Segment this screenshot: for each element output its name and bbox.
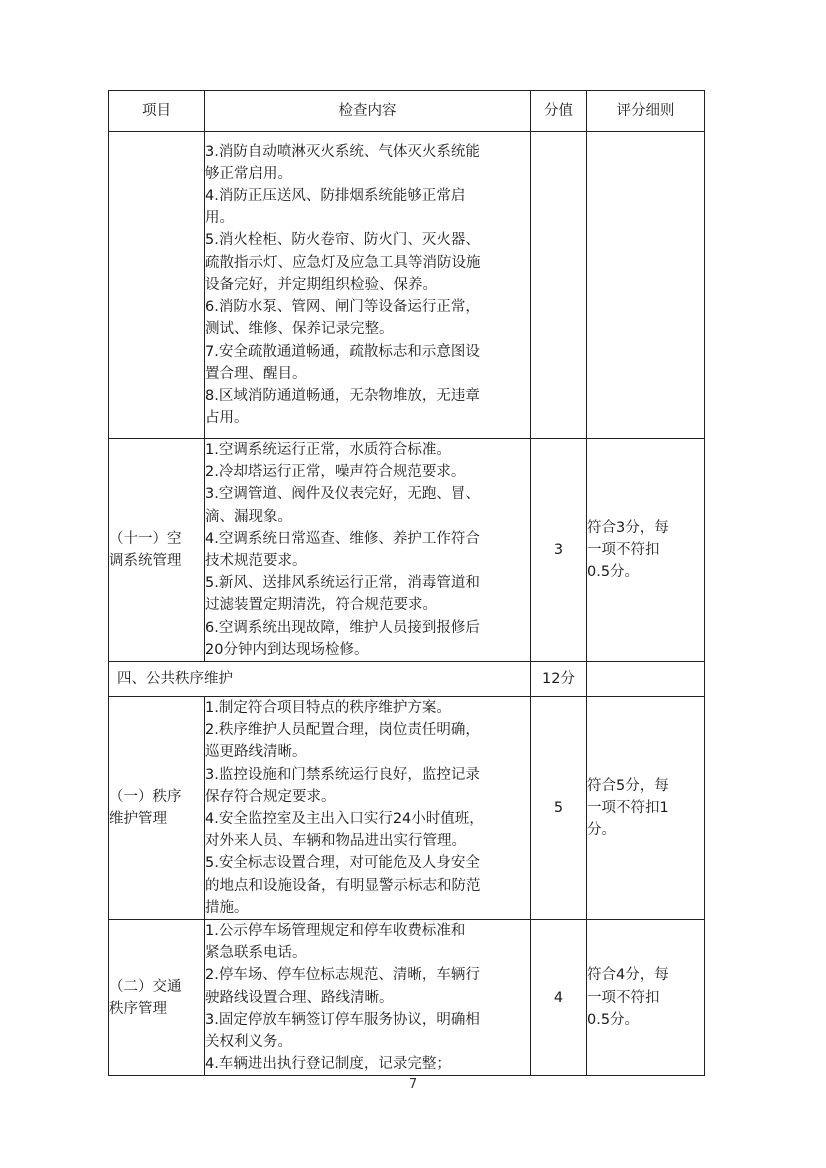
content-line: 疏散指示灯、应急灯及应急工具等消防设施 xyxy=(205,254,481,271)
content-line: 对外来人员、车辆和物品进出实行管理。 xyxy=(205,833,466,850)
section-title: 四、公共秩序维护 xyxy=(109,662,531,697)
content-line: 5.安全标志设置合理，对可能危及人身安全 xyxy=(205,855,480,872)
rule-line: 分。 xyxy=(587,822,616,839)
content-line: 4.安全监控室及主出入口实行24小时值班， xyxy=(205,811,484,828)
header-content: 检查内容 xyxy=(205,91,531,132)
content-line: 1.公示停车场管理规定和停车收费标准和 xyxy=(205,923,466,940)
content-line: 3.空调管道、阀件及仪表完好，无跑、冒、 xyxy=(205,486,480,503)
header-rule: 评分细则 xyxy=(587,91,705,132)
row-content xyxy=(205,132,531,439)
rule-line: 一项不符扣 xyxy=(587,541,660,558)
section-row xyxy=(109,662,705,697)
content-line: 保存符合规定要求。 xyxy=(205,788,336,805)
rule-line: 符合3分，每 xyxy=(587,519,669,536)
item-line: 维护管理 xyxy=(109,811,167,828)
rule-line: 0.5分。 xyxy=(587,564,640,581)
content-line: 测试、维修、保养记录完整。 xyxy=(205,321,394,338)
table-header-row xyxy=(109,91,705,132)
content-line: 4.消防正压送风、防排烟系统能够正常启 xyxy=(205,188,466,205)
content-line: 巡更路线清晰。 xyxy=(205,744,307,761)
row-rule xyxy=(587,920,705,1076)
content-line: 1.空调系统运行正常，水质符合标准。 xyxy=(205,442,451,458)
row-score: 3 xyxy=(531,439,587,662)
table-row xyxy=(109,439,705,662)
table-row xyxy=(109,132,705,439)
rule-line: 0.5分。 xyxy=(587,1011,640,1028)
content-line: 5.新风、送排风系统运行正常，消毒管道和 xyxy=(205,575,480,592)
content-line: 占用。 xyxy=(205,410,249,427)
content-line: 2.冷却塔运行正常，噪声符合规范要求。 xyxy=(205,464,466,481)
content-line: 6.空调系统出现故障，维护人员接到报修后 xyxy=(205,619,480,636)
content-line: 紧急联系电话。 xyxy=(205,945,307,962)
page-number: 7 xyxy=(408,1077,418,1092)
content-line: 3.固定停放车辆签订停车服务协议，明确相 xyxy=(205,1011,480,1028)
row-score: 5 xyxy=(531,697,587,920)
row-content xyxy=(205,920,531,1076)
header-score: 分值 xyxy=(531,91,587,132)
header-item: 项目 xyxy=(109,91,205,132)
table-row xyxy=(109,697,705,920)
row-rule xyxy=(587,439,705,662)
rule-line: 一项不符扣 xyxy=(587,989,660,1006)
content-line: 滴、漏现象。 xyxy=(205,508,292,525)
row-item xyxy=(109,439,205,662)
table-row xyxy=(109,920,705,1076)
content-line: 2.停车场、停车位标志规范、清晰，车辆行 xyxy=(205,967,480,984)
content-line: 用。 xyxy=(205,210,234,227)
row-rule xyxy=(587,697,705,920)
item-line: （二）交通 xyxy=(109,978,182,995)
row-content xyxy=(205,697,531,920)
content-line: 5.消火栓柜、防火卷帘、防火门、灭火器、 xyxy=(205,232,480,249)
content-line: 3.消防自动喷淋灭火系统、气体灭火系统能 xyxy=(205,143,480,160)
row-rule xyxy=(587,132,705,439)
content-line: 置合理、醒目。 xyxy=(205,365,307,382)
row-item xyxy=(109,920,205,1076)
row-score: 4 xyxy=(531,920,587,1076)
item-line: （十一）空 xyxy=(109,530,182,547)
inspection-table xyxy=(108,90,705,1076)
item-line: （一）秩序 xyxy=(109,788,182,805)
content-line: 8.区域消防通道畅通，无杂物堆放，无违章 xyxy=(205,387,480,404)
content-line: 20分钟内到达现场检修。 xyxy=(205,641,369,658)
content-line: 够正常启用。 xyxy=(205,165,292,182)
rule-line: 符合4分，每 xyxy=(587,967,669,984)
content-line: 4.车辆进出执行登记制度，记录完整； xyxy=(205,1056,451,1073)
content-line: 关权利义务。 xyxy=(205,1034,292,1051)
content-line: 4.空调系统日常巡查、维修、养护工作符合 xyxy=(205,530,480,547)
rule-line: 符合5分，每 xyxy=(587,777,669,794)
content-line: 驶路线设置合理、路线清晰。 xyxy=(205,989,394,1006)
content-line: 过滤装置定期清洗，符合规范要求。 xyxy=(205,597,437,614)
content-line: 2.秩序维护人员配置合理，岗位责任明确， xyxy=(205,722,480,739)
item-line: 秩序管理 xyxy=(109,1000,167,1017)
content-line: 技术规范要求。 xyxy=(205,553,307,570)
content-line: 1.制定符合项目特点的秩序维护方案。 xyxy=(205,700,451,717)
content-line: 6.消防水泵、管网、闸门等设备运行正常， xyxy=(205,299,480,316)
content-line: 3.监控设施和门禁系统运行良好，监控记录 xyxy=(205,766,480,783)
content-line: 设备完好，并定期组织检验、保养。 xyxy=(205,276,437,293)
content-line: 的地点和设施设备，有明显警示标志和防范 xyxy=(205,877,481,894)
row-item xyxy=(109,132,205,439)
content-line: 7.安全疏散通道畅通，疏散标志和示意图设 xyxy=(205,343,480,360)
content-line: 措施。 xyxy=(205,899,249,916)
section-score: 12分 xyxy=(531,662,587,697)
row-content xyxy=(205,439,531,662)
row-score xyxy=(531,132,587,439)
row-item xyxy=(109,697,205,920)
section-rule xyxy=(587,662,705,697)
rule-line: 一项不符扣1 xyxy=(587,799,669,816)
item-line: 调系统管理 xyxy=(109,553,182,570)
